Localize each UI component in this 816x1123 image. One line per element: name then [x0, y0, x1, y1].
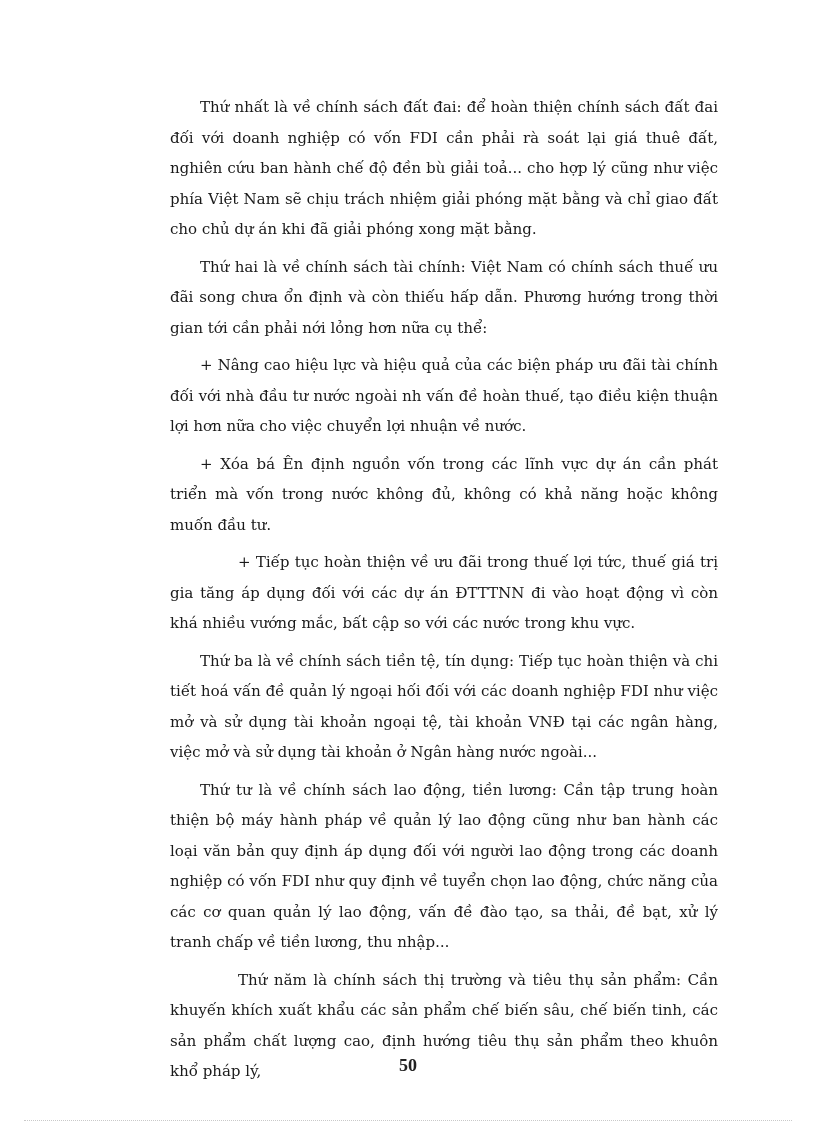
paragraph-monetary-policy: Thứ ba là về chính sách tiền tệ, tín dụng: Tiếp tục hoàn thiện và chi tiết hoá vấn đề quản lý ngoại hối đối với các doanh nghiệp FDI như việc mở và sử dụng tài khoản ngoại tệ, tài khoản VNĐ tại các ngân hàng, việc mở và sử dụng tài khoản ở Ngân hàng nước ngoài... [170, 651, 718, 761]
paragraph-labor-policy: Thứ tư là về chính sách lao động, tiền lương: Cần tập trung hoàn thiện bộ máy hành pháp về quản lý lao động cũng như ban hành các loại văn bản quy định áp dụng đối với người lao động trong các doanh nghiệp có vốn FDI như quy định về tuyển chọn lao động, chức năng của các cơ quan quản lý lao động, vấn đề đào tạo, sa thải, đề bạt, xử lý tranh chấp về tiền lương, thu nhập... [170, 780, 718, 951]
page-number: 50 [399, 1055, 417, 1075]
page-bottom-divider [24, 1120, 792, 1121]
body-text [170, 92, 718, 1094]
paragraph-land-policy: Thứ nhất là về chính sách đất đai: để hoàn thiện chính sách đất đai đối với doanh nghiệp có vốn FDI cần phải rà soát lại giá thuê đất, nghiên cứu ban hành chế độ đền bù giải toả... cho hợp lý cũng như việc phía Việt Nam sẽ chịu trách nhiệm giải phóng mặt bằng và chỉ giao đất cho chủ dự án khi đã giải phóng xong mặt bằng. [170, 98, 718, 238]
paragraph-finance-item-1: + Nâng cao hiệu lực và hiệu quả của các biện pháp ưu đãi tài chính đối với nhà đầu tư nước ngoài nh vấn đề hoàn thuế, tạo điều kiện thuận lợi hơn nữa cho việc chuyển lợi nhuận về nước. [170, 356, 718, 435]
paragraph-finance-item-2: + Xóa bá Ên định nguồn vốn trong các lĩnh vực dự án cần phát triển mà vốn trong nước không đủ, không có khả năng hoặc không muốn đầu tư. [170, 454, 718, 534]
paragraph-finance-policy: Thứ hai là về chính sách tài chính: Việt Nam có chính sách thuế ưu đãi song chưa ổn định và còn thiếu hấp dẫn. Phương hướng trong thời gian tới cần phải nới lỏng hơn nữa cụ thể: [170, 257, 718, 337]
paragraph-finance-item-3: + Tiếp tục hoàn thiện về ưu đãi trong thuế lợi tức, thuế giá trị gia tăng áp dụng đối với các dự án ĐTTTNN đi vào hoạt động vì còn khá nhiều vướng mắc, bất cập so với các nước trong khu vực. [170, 553, 718, 632]
paragraph-market-policy: Thứ năm là chính sách thị trường và tiêu thụ sản phẩm: Cần khuyến khích xuất khẩu các sản phẩm chế biến sâu, chế biến tinh, các sản phẩm chất lượng cao, định hướng tiêu thụ sản phẩm theo khuôn khổ pháp lý, [170, 970, 718, 1080]
